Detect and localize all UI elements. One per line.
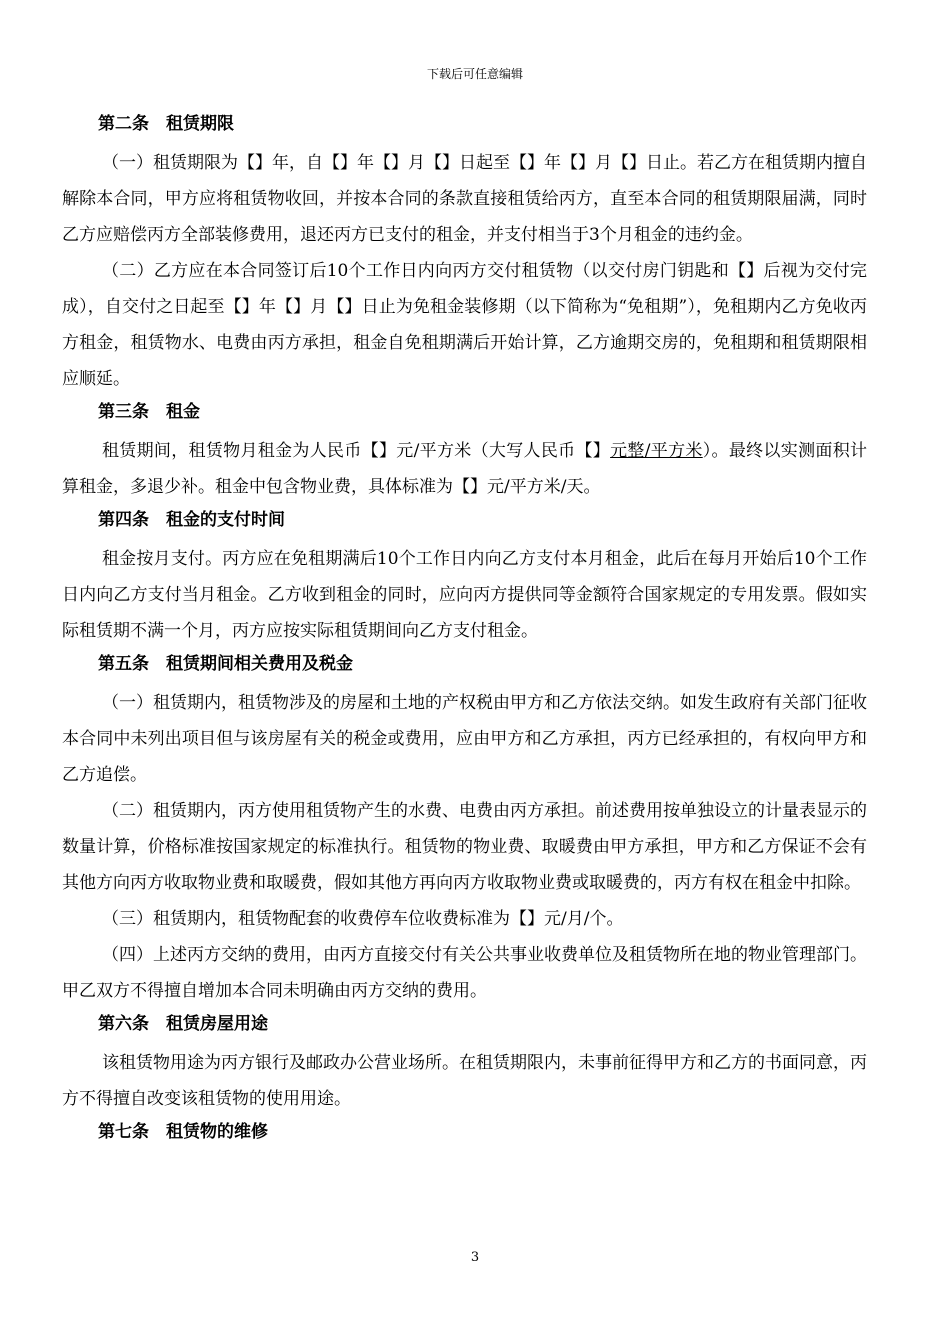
article-3-text-after: ）。最终以实测面积计算租金，多退少补。租金中包含物业费，具体标准为【】元/平方米/天。: [62, 441, 868, 497]
page-number: 3: [470, 1250, 480, 1265]
article-2-paragraph-1: （一）租赁期限为【】年，自【】年【】月【】日起至【】年【】月【】日止。若乙方在租赁期内擅自解除本合同，甲方应将租赁物收回，并按本合同的条款直接租赁给丙方，直至本合同的租赁期限届满，同时乙方应赔偿丙方全部装修费用，退还丙方已支付的租金，并支付相当于3个月租金的违约金。: [62, 153, 867, 245]
article-3-heading: 第三条 租金: [98, 402, 200, 422]
article-3-underlined-text: 元整/平方米: [610, 441, 703, 461]
article-3-paragraph-1: [62, 433, 867, 505]
article-6-paragraph-1: 该租赁物用途为丙方银行及邮政办公营业场所。在租赁期限内，未事前征得甲方和乙方的书面同意，丙方不得擅自改变该租赁物的使用用途。: [62, 1053, 867, 1109]
article-5-paragraph-3: （三）租赁期内，租赁物配套的收费停车位收费标准为【】元/月/个。: [102, 909, 624, 929]
article-3-text-before: 租赁期间，租赁物月租金为人民币【】元/平方米（大写人民币【】: [102, 441, 611, 461]
article-6-heading: 第六条 租赁房屋用途: [98, 1014, 268, 1034]
article-2-heading: 第二条 租赁期限: [98, 114, 234, 134]
article-7-heading: 第七条 租赁物的维修: [98, 1122, 268, 1142]
article-5-paragraph-4: （四）上述丙方交纳的费用，由丙方直接交付有关公共事业收费单位及租赁物所在地的物业管理部门。甲乙双方不得擅自增加本合同未明确由丙方交纳的费用。: [62, 945, 867, 1001]
article-5-heading: 第五条 租赁期间相关费用及税金: [98, 654, 353, 674]
article-5-paragraph-2: （二）租赁期内，丙方使用租赁物产生的水费、电费由丙方承担。前述费用按单独设立的计量表显示的数量计算，价格标准按国家规定的标准执行。租赁物的物业费、取暖费由甲方承担，甲方和乙方保证不会有其他方向丙方收取物业费和取暖费，假如其他方再向丙方收取物业费或取暖费的，丙方有权在租金中扣除。: [62, 801, 867, 893]
article-4-paragraph-1: 租金按月支付。丙方应在免租期满后10个工作日内向乙方支付本月租金，此后在每月开始后10个工作日内向乙方支付当月租金。乙方收到租金的同时，应向丙方提供同等金额符合国家规定的专用发票。假如实际租赁期不满一个月，丙方应按实际租赁期间向乙方支付租金。: [62, 549, 867, 641]
article-2-paragraph-2: （二）乙方应在本合同签订后10个工作日内向丙方交付租赁物（以交付房门钥匙和【】后视为交付完成），自交付之日起至【】年【】月【】日止为免租金装修期（以下简称为“免租期”），免租期内乙方免收丙方租金，租赁物水、电费由丙方承担，租金自免租期满后开始计算，乙方逾期交房的，免租期和租赁期限相应顺延。: [62, 261, 867, 389]
article-4-heading: 第四条 租金的支付时间: [98, 510, 285, 530]
page-header: 下载后可任意编辑: [426, 67, 523, 81]
document-body: [62, 109, 867, 1153]
article-5-paragraph-1: （一）租赁期内，租赁物涉及的房屋和土地的产权税由甲方和乙方依法交纳。如发生政府有关部门征收本合同中未列出项目但与该房屋有关的税金或费用，应由甲方和乙方承担，丙方已经承担的，有权向甲方和乙方追偿。: [62, 693, 867, 785]
